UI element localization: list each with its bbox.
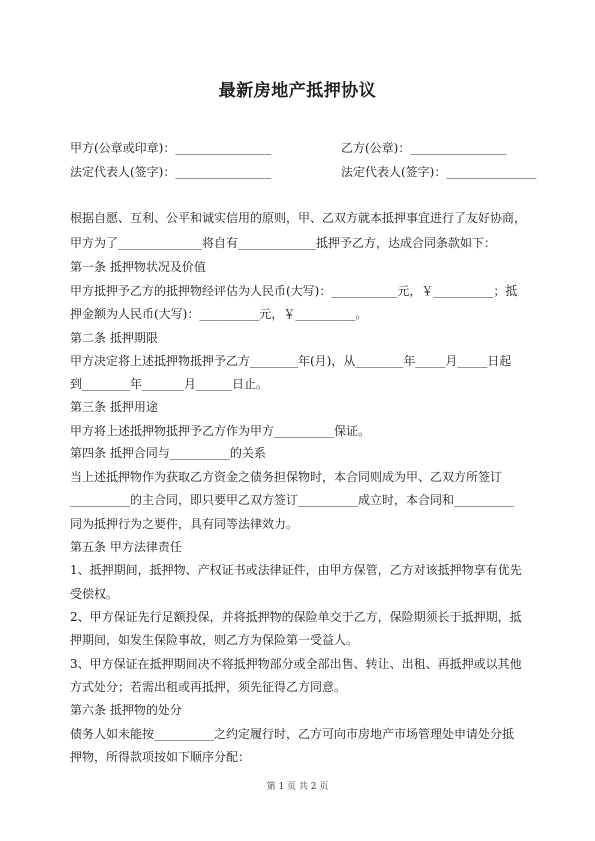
body-line: 2、甲方保证先行足额投保，并将抵押物的保险单交于乙方，保险期须长于抵押期，抵	[70, 610, 522, 624]
body-line: __________的主合同，即只要甲乙双方签订__________成立时，本合同和__________	[70, 493, 515, 507]
clause-heading: 第三条 抵押用途	[70, 400, 158, 414]
page-footer: 第 1 页 共 2 页	[266, 782, 329, 792]
body-line: 当上述抵押物作为获取乙方资金之债务担保物时，本合同则成为甲、乙双方所签订	[70, 470, 503, 484]
clause-heading: 第一条 抵押物状况及价值	[70, 260, 206, 274]
body-line: 甲方决定将上述抵押物抵押予乙方________年(月)，从________年_____月_____日起	[70, 354, 512, 368]
body-line: 押金额为人民币(大写)：__________元，￥__________。	[70, 307, 368, 321]
body-line: 甲方为了______________将自有_____________抵押予乙方，达成合同条款如下：	[70, 236, 497, 250]
body-line: 押物，所得款项按如下顺序分配：	[70, 750, 251, 764]
clause-heading: 第四条 抵押合同与__________的关系	[70, 446, 266, 460]
body-line: 受偿权。	[70, 587, 119, 601]
body-line: 到________年_______月______日止。	[70, 377, 269, 391]
clause-heading: 第五条 甲方法律责任	[70, 540, 182, 554]
body-line: 1、抵押期间，抵押物、产权证书或法律证件，由甲方保管，乙方对该抵押物享有优先	[70, 563, 522, 577]
clause-heading: 第六条 抵押物的处分	[70, 703, 182, 717]
body-line: 方式处分；若需出租或再抵押，须先征得乙方同意。	[70, 680, 347, 694]
party-a-representative-field: 法定代表人(签字)：________________	[70, 165, 272, 179]
body-line: 根据自愿、互利、公平和诚实信用的原则，甲、乙双方就本抵押事宜进行了友好协商，	[70, 211, 527, 225]
party-b-representative-field: 法定代表人(签字)：_______________	[341, 165, 537, 179]
body-line: 同为抵押行为之要件，具有同等法律效力。	[70, 517, 299, 531]
clause-heading: 第二条 抵押期限	[70, 331, 158, 345]
body-line: 债务人如未能按__________之约定履行时，乙方可向市房地产市场管理处申请处分抵	[70, 727, 515, 741]
body-line: 甲方抵押予乙方的抵押物经评估为人民币(大写)：___________元，￥__________；抵	[70, 284, 518, 298]
body-line: 甲方将上述抵押物抵押予乙方作为甲方__________保证。	[70, 424, 371, 438]
party-a-seal-field: 甲方(公章或印章)：________________	[70, 141, 272, 155]
body-line: 押期间，如发生保险事故，则乙方为保险第一受益人。	[70, 633, 359, 647]
party-b-seal-field: 乙方(公章)：________________	[341, 141, 507, 155]
document-title: 最新房地产抵押协议	[218, 81, 377, 101]
body-line: 3、甲方保证在抵押期间决不将抵押物部分或全部出售、转让、出租、再抵押或以其他	[70, 657, 522, 671]
